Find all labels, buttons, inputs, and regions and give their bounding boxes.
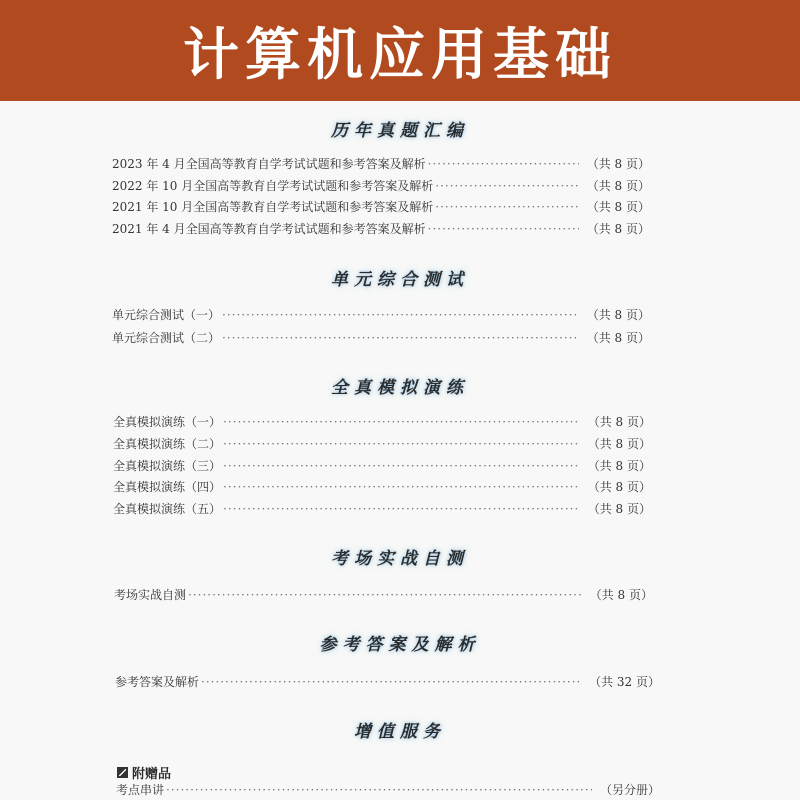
toc-entry[interactable] bbox=[112, 306, 650, 323]
section-title-past-exams: 历年真题汇编 bbox=[331, 121, 469, 141]
toc-entry-label: 全真模拟演练（三） bbox=[113, 459, 222, 473]
toc-entry[interactable] bbox=[113, 478, 651, 495]
toc-entry-label: 单元综合测试（二） bbox=[112, 331, 221, 345]
toc-entry[interactable] bbox=[116, 781, 660, 798]
section-title-unit-tests: 单元综合测试 bbox=[331, 270, 469, 290]
leader-dots bbox=[223, 459, 580, 473]
toc-entry-pages: （共 8 页） bbox=[587, 480, 651, 494]
section-title-answers: 参考答案及解析 bbox=[319, 635, 481, 655]
leader-dots bbox=[201, 675, 581, 689]
toc-entry[interactable] bbox=[115, 673, 660, 690]
gift-marker-icon bbox=[117, 767, 128, 778]
toc-entry[interactable] bbox=[113, 500, 651, 517]
leader-dots bbox=[223, 502, 580, 516]
toc-entry-label: 2021 年 4 月全国高等教育自学考试试题和参考答案及解析 bbox=[112, 222, 426, 236]
section-title-value-added: 增值服务 bbox=[354, 722, 446, 742]
section-title-mock-exams: 全真模拟演练 bbox=[331, 378, 469, 398]
toc-entry-label: 全真模拟演练（一） bbox=[113, 415, 222, 429]
toc-entry[interactable] bbox=[112, 155, 650, 172]
toc-entry-pages: （共 8 页） bbox=[586, 308, 650, 322]
toc-entry[interactable] bbox=[112, 177, 650, 194]
toc-entry-label: 考点串讲 bbox=[116, 783, 165, 797]
toc-entry[interactable] bbox=[112, 220, 650, 237]
toc-entry[interactable] bbox=[113, 413, 651, 430]
toc-entry-pages: （共 8 页） bbox=[587, 502, 651, 516]
toc-entry-pages: （共 8 页） bbox=[587, 415, 651, 429]
toc-entry-pages: （共 8 页） bbox=[586, 157, 650, 171]
toc-entry-label: 全真模拟演练（二） bbox=[113, 437, 222, 451]
toc-entry-label: 全真模拟演练（五） bbox=[113, 502, 222, 516]
toc-entry-pages: （另分册） bbox=[599, 783, 660, 797]
leader-dots bbox=[166, 783, 592, 797]
toc-entry-pages: （共 32 页） bbox=[589, 675, 660, 689]
toc-entry-pages: （共 8 页） bbox=[586, 331, 650, 345]
toc-entry-label: 2023 年 4 月全国高等教育自学考试试题和参考答案及解析 bbox=[112, 157, 426, 171]
leader-dots bbox=[223, 437, 580, 451]
toc-entry[interactable] bbox=[114, 586, 653, 603]
leader-dots bbox=[188, 588, 582, 602]
leader-dots bbox=[428, 157, 579, 171]
leader-dots bbox=[222, 308, 579, 322]
toc-entry-pages: （共 8 页） bbox=[587, 437, 651, 451]
section-title-exam-self-test: 考场实战自测 bbox=[331, 549, 469, 569]
toc-entry-pages: （共 8 页） bbox=[589, 588, 653, 602]
leader-dots bbox=[223, 415, 580, 429]
toc-entry-pages: （共 8 页） bbox=[586, 179, 650, 193]
toc-entry-label: 全真模拟演练（四） bbox=[113, 480, 222, 494]
toc-entry-pages: （共 8 页） bbox=[586, 222, 650, 236]
leader-dots bbox=[223, 480, 580, 494]
toc-entry-label: 单元综合测试（一） bbox=[112, 308, 221, 322]
toc-entry[interactable] bbox=[112, 329, 650, 346]
title-banner bbox=[0, 0, 800, 101]
toc-entry[interactable] bbox=[113, 457, 651, 474]
toc-entry-label: 2022 年 10 月全国高等教育自学考试试题和参考答案及解析 bbox=[112, 179, 434, 193]
gift-heading bbox=[117, 763, 171, 782]
leader-dots bbox=[428, 222, 579, 236]
toc-entry-pages: （共 8 页） bbox=[586, 200, 650, 214]
leader-dots bbox=[222, 331, 579, 345]
toc-entry-pages: （共 8 页） bbox=[587, 459, 651, 473]
gift-heading-label: 附赠品 bbox=[132, 767, 172, 782]
leader-dots bbox=[435, 200, 578, 214]
toc-entry-label: 考场实战自测 bbox=[114, 588, 187, 602]
toc-entry-label: 参考答案及解析 bbox=[115, 675, 200, 689]
leader-dots bbox=[435, 179, 578, 193]
book-title: 计算机应用基础 bbox=[183, 22, 617, 88]
toc-entry-label: 2021 年 10 月全国高等教育自学考试试题和参考答案及解析 bbox=[112, 200, 434, 214]
toc-entry[interactable] bbox=[112, 198, 650, 215]
toc-entry[interactable] bbox=[113, 435, 651, 452]
